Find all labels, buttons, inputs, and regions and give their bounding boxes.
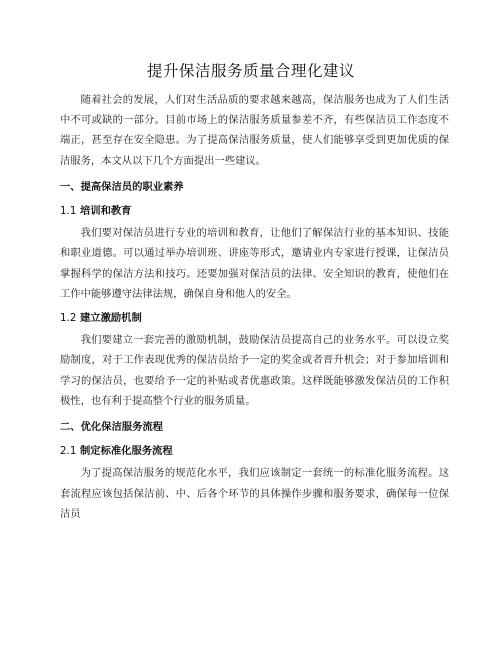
subsection-title: 培训和教育 bbox=[79, 205, 132, 218]
subsection-number: 1.1 bbox=[60, 205, 77, 218]
intro-paragraph: 随着社会的发展，人们对生活品质的要求越来越高，保洁服务也成为了人们生活中不可或缺的一部分。目前市场上的保洁服务质量参差不齐，有些保洁员工作态度不端正，甚至存在安全隐患。为了提高保洁服务质量，使人们能够享受到更加优质的保洁服务，本文从以下几个方面提出一些建议。 bbox=[60, 94, 449, 167]
subsection-2-1-heading bbox=[60, 441, 449, 461]
subsection-1-1-paragraph: 我们要对保洁员进行专业的培训和教育，让他们了解保洁行业的基本知识、技能和职业道德。可以通过举办培训班、讲座等形式，邀请业内专家进行授课，让保洁员掌握科学的保洁方法和技巧。还要加强对保洁员的法律、安全知识的教育，使他们在工作中能够遵守法律法规，确保自身和他人的安全。 bbox=[60, 227, 449, 300]
subsection-1-2-paragraph: 我们要建立一套完善的激励机制，鼓励保洁员提高自己的业务水平。可以设立奖励制度，对于工作表现优秀的保洁员给予一定的奖金或者晋升机会；对于参加培训和学习的保洁员，也要给予一定的补贴或者优惠政策。这样既能够激发保洁员的工作积极性，也有利于提高整个行业的服务质量。 bbox=[60, 334, 449, 407]
section-2-heading: 二、优化保洁服务流程 bbox=[60, 421, 163, 434]
document-body bbox=[60, 90, 449, 524]
subsection-title: 制定标准化服务流程 bbox=[79, 445, 173, 458]
subsection-1-1-heading bbox=[60, 201, 449, 221]
subsection-1-2-heading bbox=[60, 308, 449, 328]
subsection-2-1-paragraph: 为了提高保洁服务的规范化水平，我们应该制定一套统一的标准化服务流程。这套流程应该包括保洁前、中、后各个环节的具体操作步骤和服务要求，确保每一位保洁员 bbox=[60, 467, 449, 520]
section-1-heading: 一、提高保洁员的职业素养 bbox=[60, 180, 184, 193]
subsection-title: 建立激励机制 bbox=[79, 312, 142, 325]
subsection-number: 2.1 bbox=[60, 445, 77, 458]
document-title: 提升保洁服务质量合理化建议 bbox=[146, 62, 355, 80]
subsection-number: 1.2 bbox=[60, 312, 77, 325]
